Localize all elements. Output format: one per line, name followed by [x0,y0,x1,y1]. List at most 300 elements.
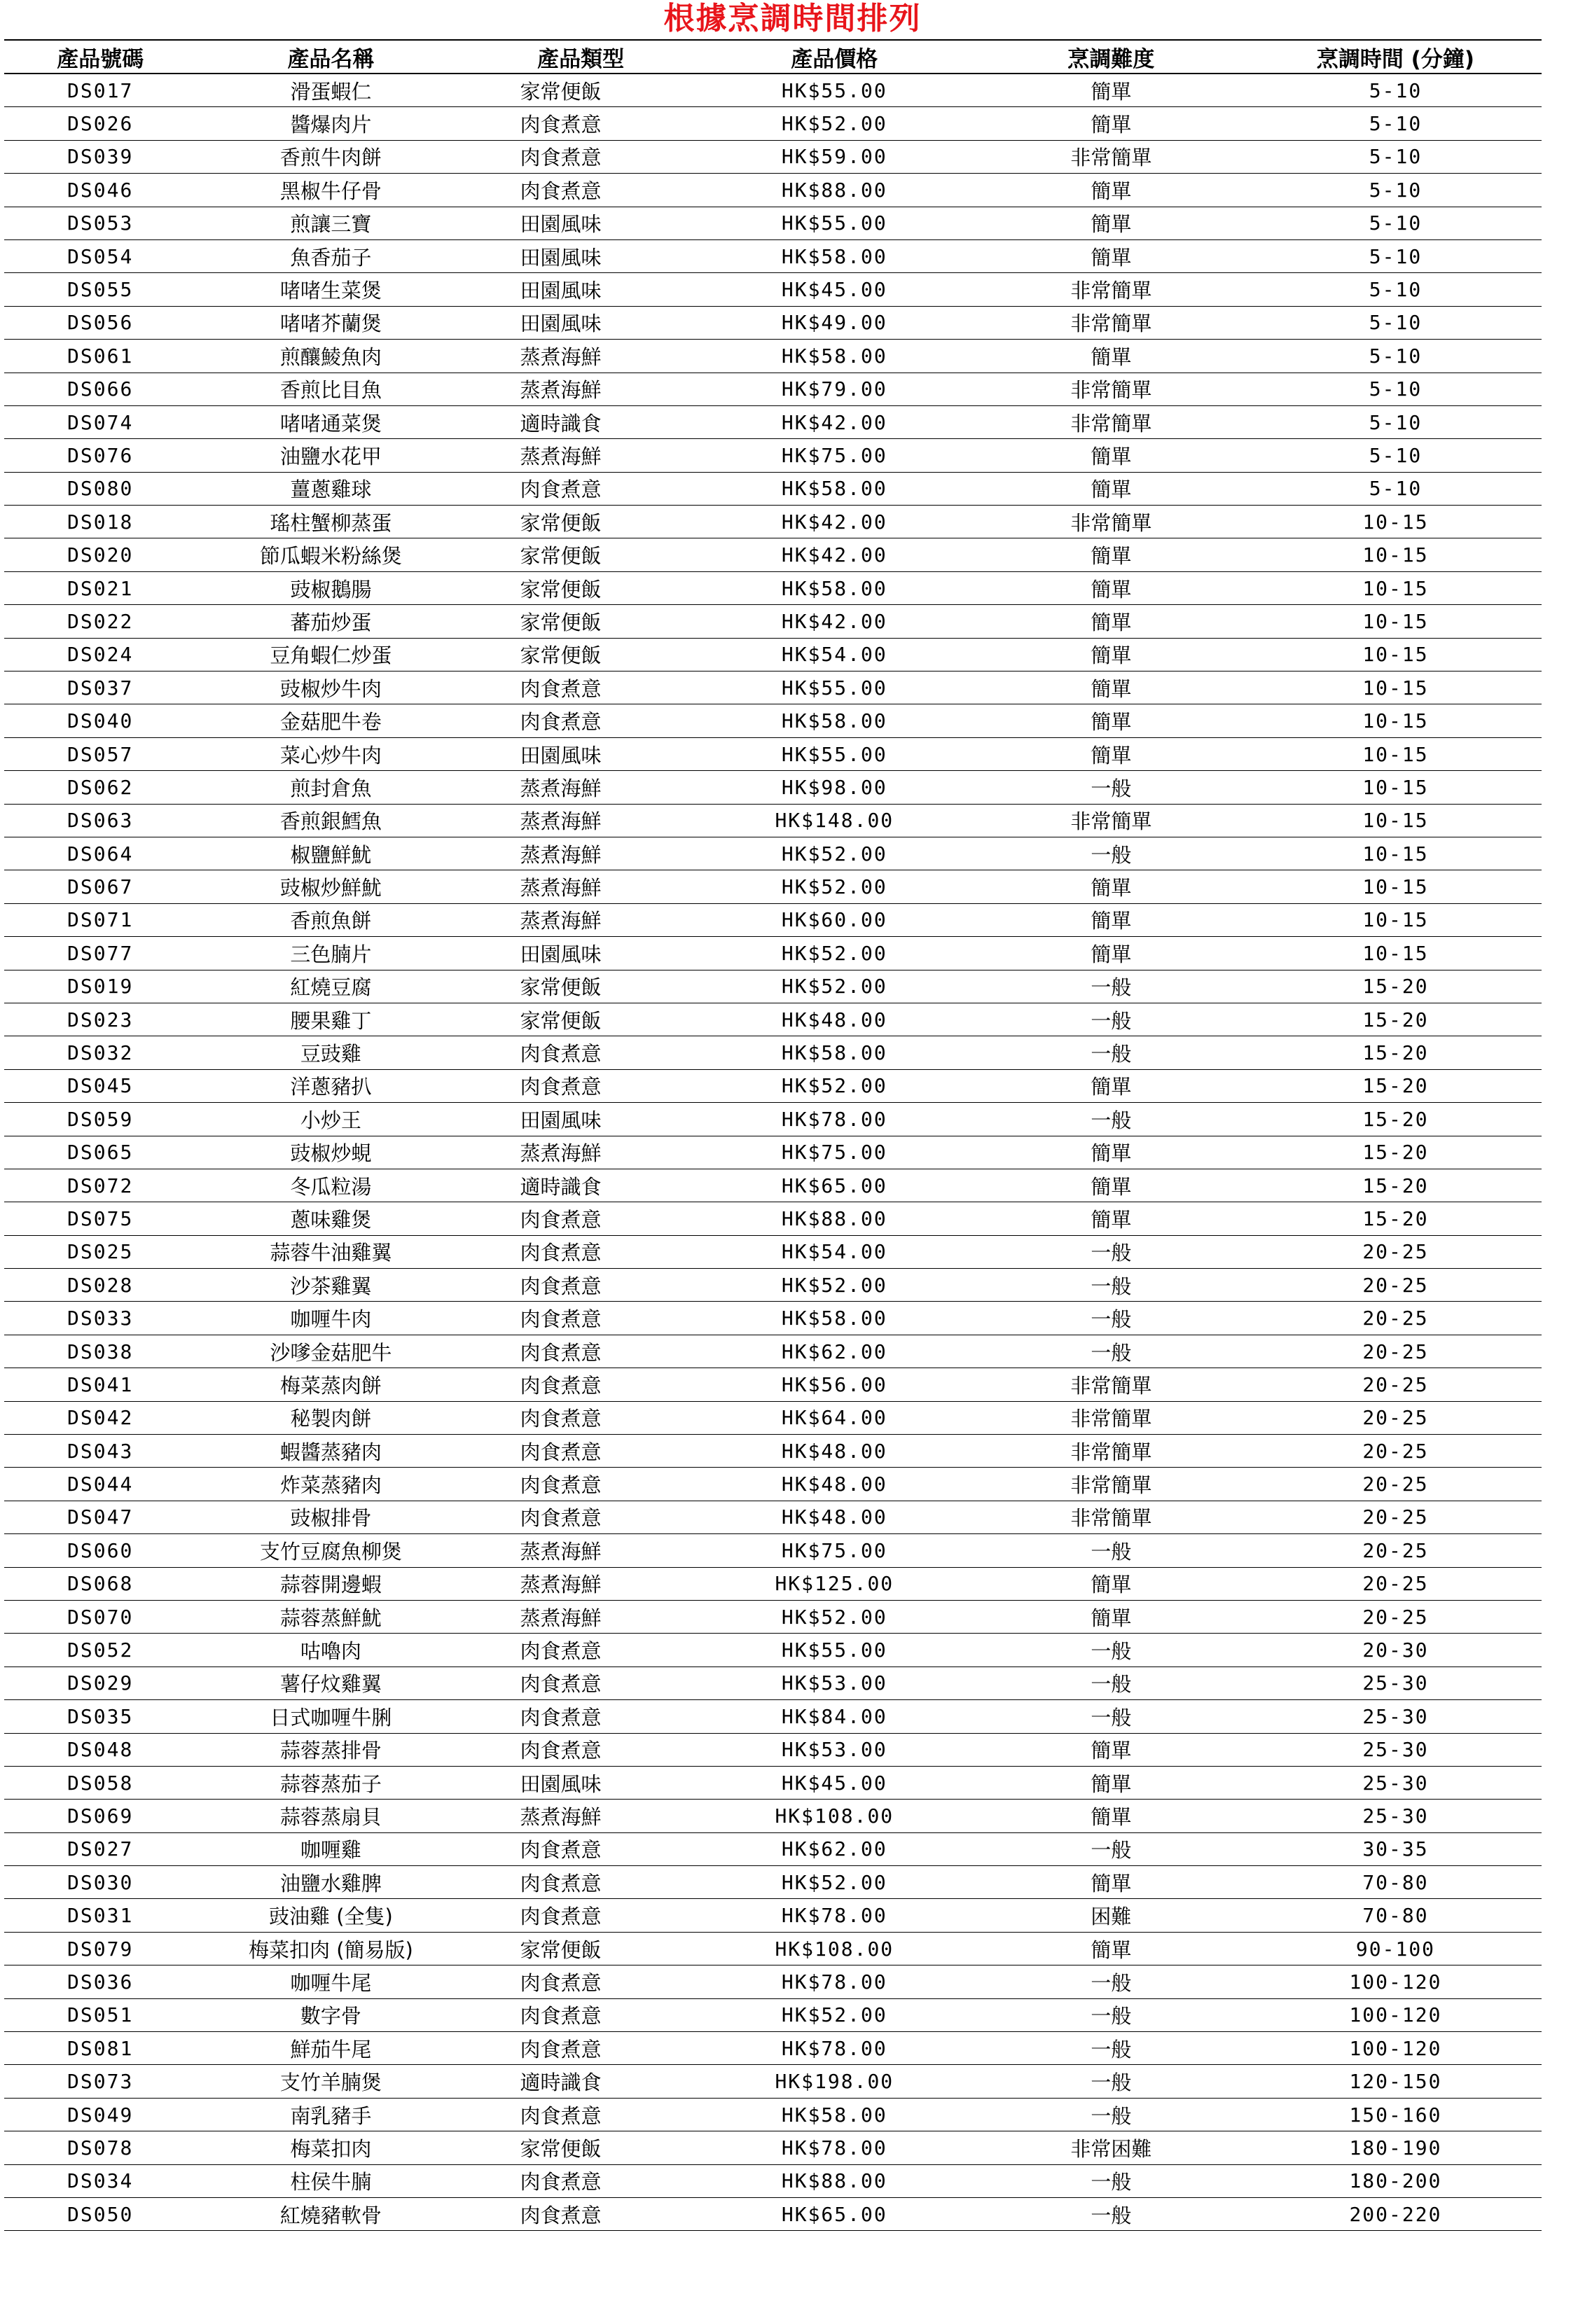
product-type-cell: 蒸煮海鮮 [466,837,696,870]
difficulty-cell: 一般 [973,1235,1250,1268]
difficulty-cell: 一般 [973,2065,1250,2098]
difficulty-cell: 一般 [973,970,1250,1003]
difficulty-cell: 一般 [973,1269,1250,1302]
product-code-cell: DS069 [4,1800,196,1832]
difficulty-cell: 一般 [973,1036,1250,1069]
product-name-cell: 蕃茄炒蛋 [196,605,465,638]
table-row [4,1302,1542,1335]
cooking-time-cell: 10-15 [1250,737,1542,770]
product-price-cell: HK$58.00 [696,472,973,505]
product-name-cell: 節瓜蝦米粉絲煲 [196,538,465,571]
cooking-time-cell: 20-25 [1250,1269,1542,1302]
product-name-cell: 油鹽水雞脾 [196,1866,465,1899]
difficulty-cell: 一般 [973,1634,1250,1667]
table-row [4,571,1542,604]
table-row [4,970,1542,1003]
cooking-time-cell: 25-30 [1250,1667,1542,1699]
product-code-cell: DS065 [4,1136,196,1169]
product-code-cell: DS018 [4,506,196,538]
cooking-time-cell: 20-25 [1250,1501,1542,1533]
product-price-cell: HK$55.00 [696,74,973,107]
difficulty-cell: 非常簡單 [973,1368,1250,1401]
product-type-cell: 家常便飯 [466,2131,696,2164]
table-row [4,2098,1542,2131]
product-price-cell: HK$52.00 [696,970,973,1003]
cooking-time-cell: 5-10 [1250,472,1542,505]
product-code-cell: DS055 [4,273,196,306]
table-row [4,1468,1542,1501]
table-row [4,1136,1542,1169]
product-price-cell: HK$75.00 [696,439,973,472]
table-row [4,1866,1542,1899]
difficulty-cell: 非常簡單 [973,306,1250,339]
table-row [4,2131,1542,2164]
header-row [4,40,1542,74]
difficulty-cell: 非常簡單 [973,1435,1250,1468]
product-name-cell: 炸菜蒸豬肉 [196,1468,465,1501]
product-code-cell: DS063 [4,804,196,837]
table-row [4,737,1542,770]
product-price-cell: HK$54.00 [696,638,973,671]
product-name-cell: 椒鹽鮮魷 [196,837,465,870]
product-price-cell: HK$148.00 [696,804,973,837]
difficulty-cell: 一般 [973,1667,1250,1699]
product-price-cell: HK$52.00 [696,1866,973,1899]
product-type-cell: 肉食煮意 [466,2164,696,2197]
cooking-time-cell: 5-10 [1250,74,1542,107]
product-type-cell: 肉食煮意 [466,2032,696,2065]
table-row [4,239,1542,272]
difficulty-cell: 一般 [973,1965,1250,1998]
product-code-cell: DS020 [4,538,196,571]
product-name-cell: 沙茶雞翼 [196,1269,465,1302]
product-code-cell: DS044 [4,1468,196,1501]
difficulty-cell: 簡單 [973,239,1250,272]
product-type-cell: 家常便飯 [466,1003,696,1036]
table-row [4,1700,1542,1733]
product-name-cell: 梅菜蒸肉餅 [196,1368,465,1401]
cooking-time-cell: 15-20 [1250,1103,1542,1136]
cooking-time-cell: 30-35 [1250,1832,1542,1865]
product-price-cell: HK$52.00 [696,107,973,140]
product-price-cell: HK$52.00 [696,870,973,903]
cooking-time-cell: 5-10 [1250,107,1542,140]
cooking-time-cell: 10-15 [1250,870,1542,903]
product-price-cell: HK$58.00 [696,571,973,604]
product-price-cell: HK$45.00 [696,1766,973,1799]
product-type-cell: 肉食煮意 [466,472,696,505]
product-code-cell: DS080 [4,472,196,505]
table-row [4,937,1542,970]
product-type-cell: 家常便飯 [466,74,696,107]
table-row [4,207,1542,239]
product-code-cell: DS031 [4,1899,196,1932]
cooking-time-cell: 15-20 [1250,1169,1542,1202]
product-type-cell: 肉食煮意 [466,1302,696,1335]
difficulty-cell: 非常簡單 [973,140,1250,173]
product-name-cell: 金菇肥牛卷 [196,704,465,737]
product-code-cell: DS028 [4,1269,196,1302]
table-row [4,2164,1542,2197]
table-row [4,837,1542,870]
product-type-cell: 田園風味 [466,937,696,970]
cooking-time-cell: 15-20 [1250,1202,1542,1235]
difficulty-cell: 簡單 [973,605,1250,638]
product-type-cell: 適時識食 [466,2065,696,2098]
product-price-cell: HK$58.00 [696,340,973,373]
cooking-time-cell: 15-20 [1250,1036,1542,1069]
product-type-cell: 田園風味 [466,737,696,770]
cooking-time-cell: 120-150 [1250,2065,1542,2098]
product-code-cell: DS053 [4,207,196,239]
difficulty-cell: 非常簡單 [973,506,1250,538]
product-price-cell: HK$60.00 [696,903,973,936]
product-name-cell: 日式咖喱牛脷 [196,1700,465,1733]
product-type-cell: 肉食煮意 [466,140,696,173]
difficulty-cell: 非常簡單 [973,1501,1250,1533]
product-type-cell: 蒸煮海鮮 [466,1600,696,1633]
product-type-cell: 家常便飯 [466,605,696,638]
product-code-cell: DS030 [4,1866,196,1899]
product-type-cell: 蒸煮海鮮 [466,804,696,837]
cooking-time-cell: 100-120 [1250,1965,1542,1998]
difficulty-cell: 一般 [973,2098,1250,2131]
product-type-cell: 肉食煮意 [466,1368,696,1401]
cooking-time-cell: 5-10 [1250,373,1542,405]
table-row [4,771,1542,804]
cooking-time-cell: 15-20 [1250,1136,1542,1169]
cooking-time-cell: 10-15 [1250,771,1542,804]
cooking-time-cell: 5-10 [1250,405,1542,438]
product-name-cell: 滑蛋蝦仁 [196,74,465,107]
table-row [4,804,1542,837]
product-code-cell: DS019 [4,970,196,1003]
cooking-time-cell: 5-10 [1250,273,1542,306]
difficulty-cell: 一般 [973,1003,1250,1036]
cooking-time-cell: 15-20 [1250,1003,1542,1036]
product-name-cell: 豉椒炒牛肉 [196,672,465,704]
product-type-cell: 肉食煮意 [466,1965,696,1998]
product-name-cell: 支竹羊腩煲 [196,2065,465,2098]
product-code-cell: DS046 [4,174,196,207]
product-name-cell: 蒜蓉蒸鮮魷 [196,1600,465,1633]
product-code-cell: DS021 [4,571,196,604]
product-name-cell: 蒜蓉牛油雞翼 [196,1235,465,1268]
product-type-cell: 肉食煮意 [466,107,696,140]
product-name-cell: 香煎銀鱈魚 [196,804,465,837]
cooking-time-cell: 200-220 [1250,2198,1542,2231]
product-type-cell: 肉食煮意 [466,1832,696,1865]
product-code-cell: DS032 [4,1036,196,1069]
product-type-cell: 肉食煮意 [466,672,696,704]
cooking-time-cell: 20-25 [1250,1368,1542,1401]
product-type-cell: 肉食煮意 [466,1069,696,1102]
product-price-cell: HK$62.00 [696,1832,973,1865]
product-name-cell: 油鹽水花甲 [196,439,465,472]
product-code-cell: DS023 [4,1003,196,1036]
product-code-cell: DS056 [4,306,196,339]
product-type-cell: 肉食煮意 [466,704,696,737]
product-code-cell: DS047 [4,1501,196,1533]
cooking-time-cell: 20-25 [1250,1335,1542,1368]
product-code-cell: DS050 [4,2198,196,2231]
difficulty-cell: 簡單 [973,107,1250,140]
difficulty-cell: 簡單 [973,439,1250,472]
cooking-time-cell: 10-15 [1250,506,1542,538]
product-price-cell: HK$88.00 [696,174,973,207]
table-row [4,1932,1542,1965]
cooking-time-cell: 15-20 [1250,1069,1542,1102]
product-type-cell: 蒸煮海鮮 [466,1136,696,1169]
cooking-time-cell: 5-10 [1250,306,1542,339]
product-name-cell: 豉椒排骨 [196,1501,465,1533]
table-row [4,1998,1542,2031]
difficulty-cell: 簡單 [973,1069,1250,1102]
difficulty-cell: 簡單 [973,704,1250,737]
product-price-cell: HK$55.00 [696,1634,973,1667]
product-name-cell: 洋蔥豬扒 [196,1069,465,1102]
table-row [4,1368,1542,1401]
cooking-time-cell: 100-120 [1250,2032,1542,2065]
product-type-cell: 適時識食 [466,405,696,438]
cooking-time-cell: 10-15 [1250,538,1542,571]
product-name-cell: 薑蔥雞球 [196,472,465,505]
product-price-cell: HK$78.00 [696,1899,973,1932]
cooking-time-cell: 70-80 [1250,1899,1542,1932]
product-code-cell: DS017 [4,74,196,107]
product-name-cell: 支竹豆腐魚柳煲 [196,1534,465,1567]
product-name-cell: 蒜蓉蒸扇貝 [196,1800,465,1832]
product-price-cell: HK$125.00 [696,1567,973,1600]
product-price-cell: HK$54.00 [696,1235,973,1268]
product-type-cell: 肉食煮意 [466,1468,696,1501]
product-name-cell: 豉油雞 (全隻) [196,1899,465,1932]
product-type-cell: 家常便飯 [466,538,696,571]
header-product-code: 產品號碼 [4,40,196,74]
cooking-time-cell: 5-10 [1250,239,1542,272]
cooking-time-cell: 180-190 [1250,2131,1542,2164]
product-name-cell: 薯仔炆雞翼 [196,1667,465,1699]
product-price-cell: HK$53.00 [696,1667,973,1699]
cooking-time-cell: 10-15 [1250,638,1542,671]
cooking-time-cell: 10-15 [1250,837,1542,870]
cooking-time-cell: 10-15 [1250,605,1542,638]
table-row [4,1766,1542,1799]
product-name-cell: 煎讓三寶 [196,207,465,239]
product-price-cell: HK$48.00 [696,1468,973,1501]
product-code-cell: DS040 [4,704,196,737]
table-row [4,903,1542,936]
difficulty-cell: 簡單 [973,538,1250,571]
product-price-cell: HK$108.00 [696,1800,973,1832]
product-name-cell: 豉椒鵝腸 [196,571,465,604]
product-code-cell: DS042 [4,1401,196,1434]
product-name-cell: 蒜蓉開邊蝦 [196,1567,465,1600]
product-code-cell: DS029 [4,1667,196,1699]
difficulty-cell: 非常簡單 [973,405,1250,438]
table-row [4,1401,1542,1434]
product-name-cell: 紅燒豆腐 [196,970,465,1003]
difficulty-cell: 簡單 [973,1169,1250,1202]
difficulty-cell: 一般 [973,1534,1250,1567]
product-type-cell: 肉食煮意 [466,1435,696,1468]
table-row [4,506,1542,538]
product-name-cell: 魚香茄子 [196,239,465,272]
product-type-cell: 肉食煮意 [466,1700,696,1733]
product-type-cell: 肉食煮意 [466,1235,696,1268]
product-name-cell: 小炒王 [196,1103,465,1136]
difficulty-cell: 簡單 [973,1733,1250,1766]
cooking-time-cell: 20-25 [1250,1567,1542,1600]
product-price-cell: HK$65.00 [696,2198,973,2231]
difficulty-cell: 簡單 [973,74,1250,107]
product-price-cell: HK$42.00 [696,506,973,538]
difficulty-cell: 簡單 [973,1766,1250,1799]
product-name-cell: 豆角蝦仁炒蛋 [196,638,465,671]
product-price-cell: HK$58.00 [696,239,973,272]
header-cooking-difficulty: 烹調難度 [973,40,1250,74]
product-code-cell: DS060 [4,1534,196,1567]
product-name-cell: 南乳豬手 [196,2098,465,2131]
cooking-time-cell: 100-120 [1250,1998,1542,2031]
product-code-cell: DS038 [4,1335,196,1368]
difficulty-cell: 簡單 [973,903,1250,936]
product-name-cell: 腰果雞丁 [196,1003,465,1036]
difficulty-cell: 簡單 [973,672,1250,704]
product-price-cell: HK$88.00 [696,1202,973,1235]
product-price-cell: HK$55.00 [696,672,973,704]
product-name-cell: 秘製肉餅 [196,1401,465,1434]
product-type-cell: 肉食煮意 [466,1202,696,1235]
product-name-cell: 咕嚕肉 [196,1634,465,1667]
product-code-cell: DS054 [4,239,196,272]
cooking-time-cell: 20-30 [1250,1634,1542,1667]
table-row [4,140,1542,173]
difficulty-cell: 簡單 [973,340,1250,373]
product-table [4,39,1542,2231]
difficulty-cell: 簡單 [973,472,1250,505]
product-name-cell: 香煎魚餅 [196,903,465,936]
table-row [4,1800,1542,1832]
table-row [4,870,1542,903]
cooking-time-cell: 5-10 [1250,439,1542,472]
table-row [4,1269,1542,1302]
difficulty-cell: 一般 [973,771,1250,804]
product-price-cell: HK$78.00 [696,1965,973,1998]
product-code-cell: DS078 [4,2131,196,2164]
product-price-cell: HK$53.00 [696,1733,973,1766]
product-type-cell: 家常便飯 [466,506,696,538]
cooking-time-cell: 20-25 [1250,1435,1542,1468]
cooking-time-cell: 70-80 [1250,1866,1542,1899]
table-row [4,1634,1542,1667]
product-name-cell: 蒜蓉蒸排骨 [196,1733,465,1766]
product-type-cell: 田園風味 [466,273,696,306]
product-code-cell: DS064 [4,837,196,870]
product-type-cell: 肉食煮意 [466,1866,696,1899]
product-code-cell: DS057 [4,737,196,770]
product-code-cell: DS039 [4,140,196,173]
product-price-cell: HK$98.00 [696,771,973,804]
product-name-cell: 梅菜扣肉 (簡易版) [196,1932,465,1965]
product-price-cell: HK$52.00 [696,1269,973,1302]
table-row [4,1202,1542,1235]
product-code-cell: DS061 [4,340,196,373]
product-code-cell: DS072 [4,1169,196,1202]
difficulty-cell: 非常簡單 [973,273,1250,306]
table-header [4,40,1542,74]
table-row [4,1667,1542,1699]
product-code-cell: DS026 [4,107,196,140]
product-code-cell: DS070 [4,1600,196,1633]
table-row [4,1733,1542,1766]
table-row [4,74,1542,107]
table-row [4,1600,1542,1633]
product-name-cell: 啫啫生菜煲 [196,273,465,306]
product-price-cell: HK$62.00 [696,1335,973,1368]
difficulty-cell: 一般 [973,2164,1250,2197]
product-code-cell: DS041 [4,1368,196,1401]
table-row [4,1103,1542,1136]
difficulty-cell: 一般 [973,837,1250,870]
product-name-cell: 煎封倉魚 [196,771,465,804]
product-price-cell: HK$42.00 [696,538,973,571]
product-type-cell: 蒸煮海鮮 [466,340,696,373]
product-name-cell: 蒜蓉蒸茄子 [196,1766,465,1799]
product-name-cell: 蝦醬蒸豬肉 [196,1435,465,1468]
product-price-cell: HK$58.00 [696,2098,973,2131]
table-row [4,439,1542,472]
product-price-cell: HK$52.00 [696,837,973,870]
product-name-cell: 啫啫芥蘭煲 [196,306,465,339]
product-type-cell: 蒸煮海鮮 [466,771,696,804]
product-code-cell: DS025 [4,1235,196,1268]
difficulty-cell: 一般 [973,2198,1250,2231]
product-type-cell: 蒸煮海鮮 [466,1567,696,1600]
product-name-cell: 啫啫通菜煲 [196,405,465,438]
product-name-cell: 三色腩片 [196,937,465,970]
product-type-cell: 適時識食 [466,1169,696,1202]
cooking-time-cell: 25-30 [1250,1733,1542,1766]
product-code-cell: DS022 [4,605,196,638]
product-price-cell: HK$48.00 [696,1003,973,1036]
table-row [4,373,1542,405]
product-price-cell: HK$75.00 [696,1534,973,1567]
product-price-cell: HK$108.00 [696,1932,973,1965]
cooking-time-cell: 20-25 [1250,1468,1542,1501]
product-code-cell: DS051 [4,1998,196,2031]
product-name-cell: 咖喱牛肉 [196,1302,465,1335]
table-row [4,1567,1542,1600]
product-name-cell: 醬爆肉片 [196,107,465,140]
product-code-cell: DS036 [4,1965,196,1998]
product-code-cell: DS062 [4,771,196,804]
table-row [4,273,1542,306]
table-body [4,74,1542,2231]
table-row [4,1235,1542,1268]
product-type-cell: 肉食煮意 [466,1401,696,1434]
product-price-cell: HK$52.00 [696,1998,973,2031]
difficulty-cell: 非常簡單 [973,1401,1250,1434]
difficulty-cell: 簡單 [973,174,1250,207]
product-type-cell: 肉食煮意 [466,1269,696,1302]
table-row [4,2065,1542,2098]
header-cooking-time: 烹調時間 (分鐘) [1250,40,1542,74]
cooking-time-cell: 90-100 [1250,1932,1542,1965]
table-row [4,2032,1542,2065]
table-row [4,1169,1542,1202]
product-type-cell: 家常便飯 [466,1932,696,1965]
